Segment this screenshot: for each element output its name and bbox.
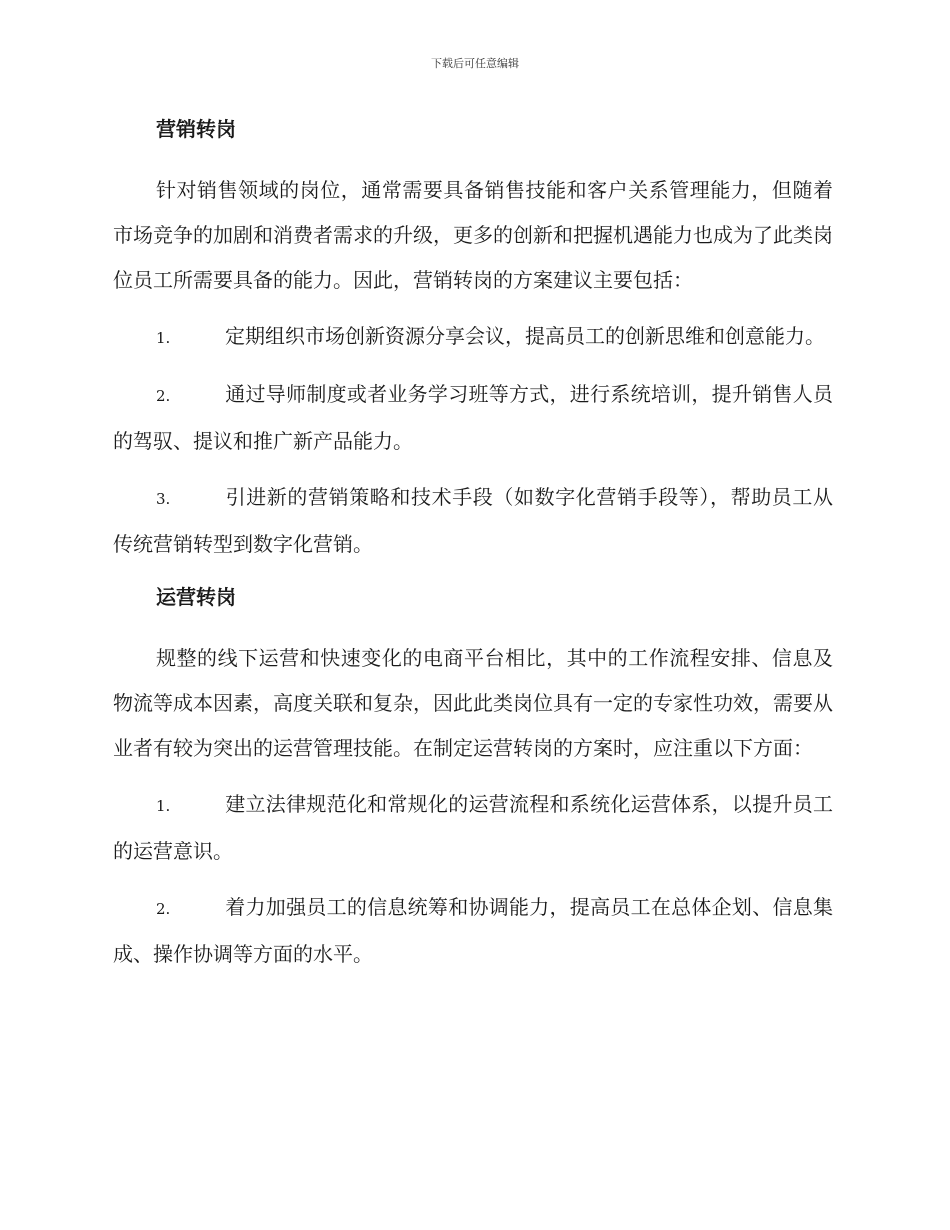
list-item bbox=[113, 314, 833, 361]
list-item bbox=[113, 372, 833, 464]
list-item-text: 通过导师制度或者业务学习班等方式，进行系统培训，提升销售人员的驾驭、提议和推广新产品能力。 bbox=[113, 382, 833, 453]
list-number: 1. bbox=[156, 797, 171, 815]
section-heading-marketing: 营销转岗 bbox=[156, 117, 236, 141]
list-item bbox=[113, 782, 833, 874]
list-item-text: 定期组织市场创新资源分享会议，提高员工的创新思维和创意能力。 bbox=[225, 324, 825, 348]
section-intro-operations: 规整的线下运营和快速变化的电商平台相比，其中的工作流程安排、信息及物流等成本因素，高度关联和复杂，因此此类岗位具有一定的专家性功效，需要从业者有较为突出的运营管理技能。在制定运营转岗的方案时，应注重以下方面： bbox=[113, 646, 833, 760]
list-item bbox=[113, 475, 833, 567]
list-item-text: 引进新的营销策略和技术手段（如数字化营销手段等），帮助员工从传统营销转型到数字化营销。 bbox=[113, 485, 833, 556]
list-item-text: 建立法律规范化和常规化的运营流程和系统化运营体系，以提升员工的运营意识。 bbox=[113, 792, 833, 863]
list-item-text: 着力加强员工的信息统筹和协调能力，提高员工在总体企划、信息集成、操作协调等方面的水平。 bbox=[113, 895, 833, 966]
list-item bbox=[113, 885, 833, 977]
list-number: 3. bbox=[156, 490, 171, 508]
list-number: 1. bbox=[156, 329, 171, 347]
list-number: 2. bbox=[156, 900, 171, 918]
section-intro-marketing: 针对销售领域的岗位，通常需要具备销售技能和客户关系管理能力，但随着市场竞争的加剧和消费者需求的升级，更多的创新和把握机遇能力也成为了此类岗位员工所需要具备的能力。因此，营销转岗的方案建议主要包括： bbox=[113, 178, 833, 292]
list-number: 2. bbox=[156, 387, 171, 405]
header-note: 下载后可任意编辑 bbox=[431, 57, 519, 70]
section-heading-operations: 运营转岗 bbox=[156, 585, 236, 609]
document-body bbox=[113, 112, 833, 988]
